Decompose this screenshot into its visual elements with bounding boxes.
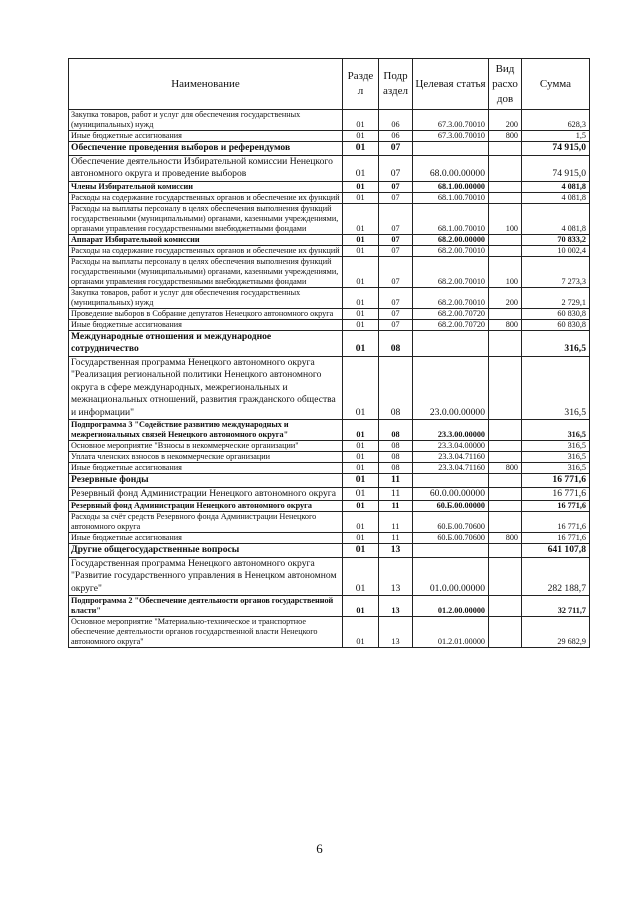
cell-expense-kind bbox=[489, 330, 522, 356]
cell-sum: 74 915,0 bbox=[522, 142, 590, 156]
cell-section: 01 bbox=[343, 557, 379, 596]
cell-expense-kind: 800 bbox=[489, 463, 522, 474]
cell-subsection: 08 bbox=[379, 420, 413, 441]
cell-section: 01 bbox=[343, 474, 379, 488]
cell-expense-kind bbox=[489, 308, 522, 319]
cell-sum: 4 081,8 bbox=[522, 203, 590, 234]
cell-expense-kind: 200 bbox=[489, 287, 522, 308]
cell-target-article: 23.3.04.71160 bbox=[413, 452, 489, 463]
header-section: Разде л bbox=[343, 59, 379, 110]
table-row bbox=[69, 356, 590, 420]
cell-name: Расходы на содержание государственных органов и обеспечение их функций bbox=[69, 192, 343, 203]
cell-sum: 60 830,8 bbox=[522, 308, 590, 319]
cell-subsection: 08 bbox=[379, 463, 413, 474]
cell-target-article: 68.2.00.70720 bbox=[413, 319, 489, 330]
cell-name: Проведение выборов в Собрание депутатов Ненецкого автономного округа bbox=[69, 308, 343, 319]
cell-subsection: 07 bbox=[379, 287, 413, 308]
cell-sum: 641 107,8 bbox=[522, 544, 590, 558]
cell-subsection: 07 bbox=[379, 319, 413, 330]
cell-expense-kind: 800 bbox=[489, 319, 522, 330]
table-row bbox=[69, 544, 590, 558]
table-row bbox=[69, 155, 590, 181]
header-name: Наименование bbox=[69, 59, 343, 110]
cell-target-article: 23.3.04.00000 bbox=[413, 441, 489, 452]
cell-name: Государственная программа Ненецкого автономного округа "Развитие государственного управления в Ненецком автономном округе" bbox=[69, 557, 343, 596]
cell-sum: 29 682,9 bbox=[522, 617, 590, 648]
cell-expense-kind bbox=[489, 441, 522, 452]
cell-expense-kind bbox=[489, 155, 522, 181]
table-row bbox=[69, 501, 590, 512]
table-row bbox=[69, 452, 590, 463]
cell-subsection: 07 bbox=[379, 308, 413, 319]
cell-target-article: 60.Б.00.70600 bbox=[413, 533, 489, 544]
table-header-row bbox=[69, 59, 590, 110]
cell-subsection: 11 bbox=[379, 512, 413, 533]
cell-section: 01 bbox=[343, 192, 379, 203]
cell-section: 01 bbox=[343, 287, 379, 308]
cell-sum: 16 771,6 bbox=[522, 533, 590, 544]
cell-target-article: 68.2.00.70010 bbox=[413, 256, 489, 287]
cell-name: Иные бюджетные ассигнования bbox=[69, 131, 343, 142]
cell-expense-kind bbox=[489, 234, 522, 245]
cell-expense-kind bbox=[489, 544, 522, 558]
cell-sum: 16 771,6 bbox=[522, 474, 590, 488]
cell-section: 01 bbox=[343, 155, 379, 181]
table-row bbox=[69, 420, 590, 441]
cell-section: 01 bbox=[343, 533, 379, 544]
cell-subsection: 07 bbox=[379, 155, 413, 181]
table-row bbox=[69, 330, 590, 356]
cell-expense-kind: 200 bbox=[489, 110, 522, 131]
cell-name: Подпрограмма 2 "Обеспечение деятельности органов государственной власти" bbox=[69, 596, 343, 617]
cell-sum: 10 002,4 bbox=[522, 245, 590, 256]
cell-name: Международные отношения и международное сотрудничество bbox=[69, 330, 343, 356]
page-number: 6 bbox=[316, 841, 323, 856]
table-row bbox=[69, 181, 590, 192]
table-row bbox=[69, 287, 590, 308]
cell-target-article bbox=[413, 142, 489, 156]
table-row bbox=[69, 533, 590, 544]
table-row bbox=[69, 142, 590, 156]
cell-target-article bbox=[413, 544, 489, 558]
cell-subsection: 06 bbox=[379, 131, 413, 142]
cell-sum: 316,5 bbox=[522, 330, 590, 356]
cell-sum: 316,5 bbox=[522, 452, 590, 463]
table-row bbox=[69, 557, 590, 596]
cell-expense-kind bbox=[489, 452, 522, 463]
cell-name: Расходы за счёт средств Резервного фонда Администрации Ненецкого автономного округа bbox=[69, 512, 343, 533]
cell-target-article: 01.0.00.00000 bbox=[413, 557, 489, 596]
table-row bbox=[69, 596, 590, 617]
cell-expense-kind bbox=[489, 596, 522, 617]
cell-name: Уплата членских взносов в некоммерческие организации bbox=[69, 452, 343, 463]
cell-target-article: 68.1.00.70010 bbox=[413, 203, 489, 234]
cell-target-article: 23.3.04.71160 bbox=[413, 463, 489, 474]
cell-sum: 316,5 bbox=[522, 356, 590, 420]
cell-section: 01 bbox=[343, 256, 379, 287]
table-body bbox=[69, 110, 590, 648]
cell-sum: 4 081,8 bbox=[522, 192, 590, 203]
table-row bbox=[69, 474, 590, 488]
cell-sum: 16 771,6 bbox=[522, 512, 590, 533]
cell-subsection: 08 bbox=[379, 452, 413, 463]
cell-name: Основное мероприятие "Взносы в некоммерческие организации" bbox=[69, 441, 343, 452]
cell-target-article bbox=[413, 330, 489, 356]
cell-name: Подпрограмма 3 "Содействие развитию международных и межрегиональных связей Ненецкого автономного округа" bbox=[69, 420, 343, 441]
cell-expense-kind bbox=[489, 420, 522, 441]
cell-expense-kind bbox=[489, 356, 522, 420]
cell-target-article: 01.2.00.00000 bbox=[413, 596, 489, 617]
cell-target-article: 68.1.00.00000 bbox=[413, 181, 489, 192]
cell-section: 01 bbox=[343, 617, 379, 648]
cell-expense-kind: 800 bbox=[489, 533, 522, 544]
cell-expense-kind bbox=[489, 557, 522, 596]
cell-sum: 16 771,6 bbox=[522, 487, 590, 501]
cell-section: 01 bbox=[343, 441, 379, 452]
cell-section: 01 bbox=[343, 463, 379, 474]
cell-target-article: 67.3.00.70010 bbox=[413, 110, 489, 131]
cell-subsection: 07 bbox=[379, 245, 413, 256]
cell-subsection: 11 bbox=[379, 474, 413, 488]
cell-expense-kind: 100 bbox=[489, 256, 522, 287]
table-row bbox=[69, 441, 590, 452]
cell-sum: 74 915,0 bbox=[522, 155, 590, 181]
cell-subsection: 07 bbox=[379, 142, 413, 156]
cell-name: Закупка товаров, работ и услуг для обеспечения государственных (муниципальных) нужд bbox=[69, 110, 343, 131]
table-row bbox=[69, 617, 590, 648]
cell-target-article: 67.3.00.70010 bbox=[413, 131, 489, 142]
cell-sum: 32 711,7 bbox=[522, 596, 590, 617]
cell-name: Иные бюджетные ассигнования bbox=[69, 463, 343, 474]
header-target-article: Целевая статья bbox=[413, 59, 489, 110]
cell-expense-kind bbox=[489, 512, 522, 533]
cell-section: 01 bbox=[343, 596, 379, 617]
table-row bbox=[69, 463, 590, 474]
cell-target-article: 68.2.00.00000 bbox=[413, 234, 489, 245]
table-row bbox=[69, 234, 590, 245]
cell-target-article: 68.1.00.70010 bbox=[413, 192, 489, 203]
cell-sum: 316,5 bbox=[522, 441, 590, 452]
cell-sum: 316,5 bbox=[522, 463, 590, 474]
cell-subsection: 08 bbox=[379, 356, 413, 420]
budget-table bbox=[68, 58, 590, 648]
cell-sum: 628,3 bbox=[522, 110, 590, 131]
cell-section: 01 bbox=[343, 203, 379, 234]
cell-target-article: 01.2.01.00000 bbox=[413, 617, 489, 648]
cell-name: Обеспечение проведения выборов и референдумов bbox=[69, 142, 343, 156]
cell-section: 01 bbox=[343, 319, 379, 330]
cell-subsection: 07 bbox=[379, 256, 413, 287]
cell-target-article: 23.3.00.00000 bbox=[413, 420, 489, 441]
table-row bbox=[69, 131, 590, 142]
cell-name: Резервный фонд Администрации Ненецкого автономного округа bbox=[69, 501, 343, 512]
cell-sum: 16 771,6 bbox=[522, 501, 590, 512]
cell-target-article: 23.0.00.00000 bbox=[413, 356, 489, 420]
cell-name: Закупка товаров, работ и услуг для обеспечения государственных (муниципальных) нужд bbox=[69, 287, 343, 308]
cell-section: 01 bbox=[343, 452, 379, 463]
cell-section: 01 bbox=[343, 181, 379, 192]
cell-target-article bbox=[413, 474, 489, 488]
cell-sum: 7 273,3 bbox=[522, 256, 590, 287]
cell-expense-kind: 800 bbox=[489, 131, 522, 142]
table-row bbox=[69, 308, 590, 319]
cell-name: Расходы на содержание государственных органов и обеспечение их функций bbox=[69, 245, 343, 256]
cell-section: 01 bbox=[343, 142, 379, 156]
cell-section: 01 bbox=[343, 330, 379, 356]
cell-name: Расходы на выплаты персоналу в целях обеспечения выполнения функций государственными (муниципальными) органами, казенными учреждениями, органами управления государственными внебюджетными фондами bbox=[69, 256, 343, 287]
cell-subsection: 11 bbox=[379, 501, 413, 512]
cell-subsection: 13 bbox=[379, 596, 413, 617]
cell-name: Расходы на выплаты персоналу в целях обеспечения выполнения функций государственными (муниципальными) органами, казенными учреждениями, органами управления государственными внебюджетными фондами bbox=[69, 203, 343, 234]
cell-target-article: 68.2.00.70010 bbox=[413, 287, 489, 308]
cell-subsection: 11 bbox=[379, 487, 413, 501]
cell-sum: 2 729,1 bbox=[522, 287, 590, 308]
cell-expense-kind bbox=[489, 501, 522, 512]
cell-section: 01 bbox=[343, 308, 379, 319]
table-row bbox=[69, 203, 590, 234]
header-sum: Сумма bbox=[522, 59, 590, 110]
cell-target-article: 60.Б.00.00000 bbox=[413, 501, 489, 512]
cell-subsection: 07 bbox=[379, 181, 413, 192]
cell-name: Государственная программа Ненецкого автономного округа "Реализация региональной политики Ненецкого автономного округа в сфере международных, межрегиональных и межнациональных отношений, развития гражданского общества и информации" bbox=[69, 356, 343, 420]
cell-expense-kind bbox=[489, 181, 522, 192]
cell-sum: 60 830,8 bbox=[522, 319, 590, 330]
cell-subsection: 13 bbox=[379, 557, 413, 596]
cell-name: Иные бюджетные ассигнования bbox=[69, 319, 343, 330]
cell-expense-kind bbox=[489, 617, 522, 648]
cell-subsection: 08 bbox=[379, 330, 413, 356]
table-row bbox=[69, 512, 590, 533]
table-row bbox=[69, 110, 590, 131]
cell-expense-kind bbox=[489, 474, 522, 488]
cell-target-article: 68.2.00.70720 bbox=[413, 308, 489, 319]
cell-subsection: 07 bbox=[379, 192, 413, 203]
table-row bbox=[69, 487, 590, 501]
cell-name: Обеспечение деятельности Избирательной комиссии Ненецкого автономного округа и проведение выборов bbox=[69, 155, 343, 181]
cell-sum: 70 833,2 bbox=[522, 234, 590, 245]
table-row bbox=[69, 256, 590, 287]
cell-section: 01 bbox=[343, 245, 379, 256]
cell-section: 01 bbox=[343, 131, 379, 142]
cell-subsection: 13 bbox=[379, 544, 413, 558]
cell-section: 01 bbox=[343, 487, 379, 501]
cell-target-article: 68.0.00.00000 bbox=[413, 155, 489, 181]
cell-expense-kind: 100 bbox=[489, 203, 522, 234]
cell-name: Аппарат Избирательной комиссии bbox=[69, 234, 343, 245]
cell-name: Резервные фонды bbox=[69, 474, 343, 488]
cell-section: 01 bbox=[343, 544, 379, 558]
cell-name: Другие общегосударственные вопросы bbox=[69, 544, 343, 558]
cell-sum: 282 188,7 bbox=[522, 557, 590, 596]
cell-expense-kind bbox=[489, 487, 522, 501]
table-row bbox=[69, 245, 590, 256]
cell-name: Резервный фонд Администрации Ненецкого автономного округа bbox=[69, 487, 343, 501]
cell-subsection: 11 bbox=[379, 533, 413, 544]
cell-target-article: 68.2.00.70010 bbox=[413, 245, 489, 256]
cell-name: Члены Избирательной комиссии bbox=[69, 181, 343, 192]
cell-name: Основное мероприятие "Материально-техническое и транспортное обеспечение деятельности органов государственной власти Ненецкого автономного округа" bbox=[69, 617, 343, 648]
cell-sum: 316,5 bbox=[522, 420, 590, 441]
header-expense-kind: Вид расхо дов bbox=[489, 59, 522, 110]
cell-sum: 4 081,8 bbox=[522, 181, 590, 192]
cell-section: 01 bbox=[343, 356, 379, 420]
cell-subsection: 13 bbox=[379, 617, 413, 648]
cell-section: 01 bbox=[343, 110, 379, 131]
cell-subsection: 06 bbox=[379, 110, 413, 131]
cell-subsection: 07 bbox=[379, 203, 413, 234]
cell-subsection: 07 bbox=[379, 234, 413, 245]
cell-section: 01 bbox=[343, 420, 379, 441]
cell-name: Иные бюджетные ассигнования bbox=[69, 533, 343, 544]
cell-target-article: 60.Б.00.70600 bbox=[413, 512, 489, 533]
cell-sum: 1,5 bbox=[522, 131, 590, 142]
cell-section: 01 bbox=[343, 512, 379, 533]
cell-section: 01 bbox=[343, 234, 379, 245]
table-row bbox=[69, 319, 590, 330]
cell-target-article: 60.0.00.00000 bbox=[413, 487, 489, 501]
header-subsection: Подр аздел bbox=[379, 59, 413, 110]
cell-expense-kind bbox=[489, 142, 522, 156]
table-row bbox=[69, 192, 590, 203]
cell-section: 01 bbox=[343, 501, 379, 512]
cell-expense-kind bbox=[489, 245, 522, 256]
cell-subsection: 08 bbox=[379, 441, 413, 452]
cell-expense-kind bbox=[489, 192, 522, 203]
